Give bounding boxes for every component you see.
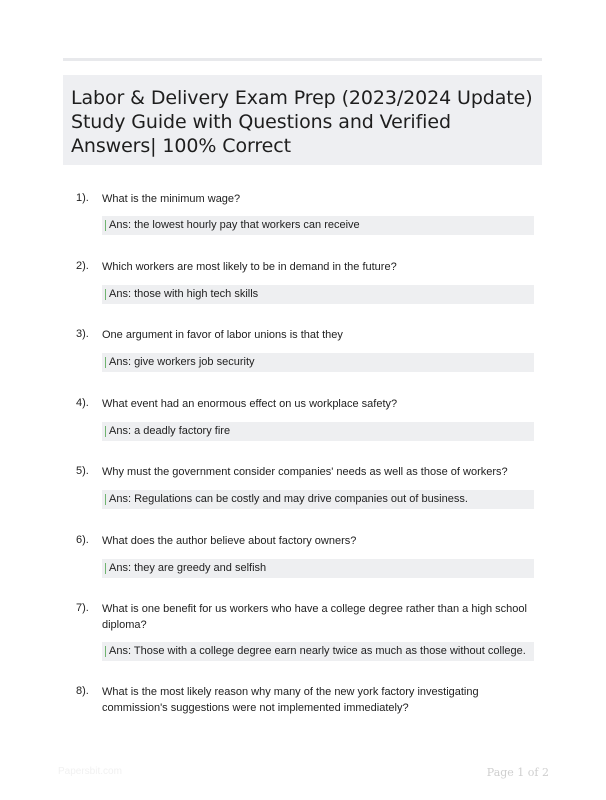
question-number: 4). bbox=[76, 397, 89, 409]
question-text: Why must the government consider companies' needs as well as those of workers? bbox=[102, 466, 508, 478]
question-number: 8). bbox=[76, 685, 89, 697]
answer-box: Ans: the lowest hourly pay that workers can receive bbox=[102, 216, 534, 235]
page-number: Page 1 of 2 bbox=[486, 766, 549, 779]
question-text: What is the most likely reason why many of the new york factory investigating commission's suggestions were not implemented immediately? bbox=[102, 686, 479, 714]
question-text: What is the minimum wage? bbox=[102, 193, 241, 205]
question-text: What event had an enormous effect on us workplace safety? bbox=[102, 398, 398, 410]
question-number: 1). bbox=[76, 192, 89, 204]
document-title: Labor & Delivery Exam Prep (2023/2024 Update) Study Guide with Questions and Verified Answers| 100% Correct bbox=[71, 87, 533, 157]
answer-box: Ans: those with high tech skills bbox=[102, 285, 534, 304]
answer-box: Ans: Regulations can be costly and may drive companies out of business. bbox=[102, 490, 534, 509]
question-text: Which workers are most likely to be in demand in the future? bbox=[102, 261, 397, 273]
question-number: 6). bbox=[76, 534, 89, 546]
question-number: 3). bbox=[76, 328, 89, 340]
answer-box: Ans: they are greedy and selfish bbox=[102, 559, 534, 578]
footer-watermark: Papersbit.com bbox=[58, 766, 122, 777]
answer-box: Ans: give workers job security bbox=[102, 353, 534, 372]
top-rule bbox=[63, 58, 542, 61]
title-box bbox=[63, 75, 542, 165]
question-text: One argument in favor of labor unions is that they bbox=[102, 329, 343, 341]
question-number: 7). bbox=[76, 602, 89, 614]
answer-box: Ans: a deadly factory fire bbox=[102, 422, 534, 441]
question-text: What is one benefit for us workers who have a college degree rather than a high school diploma? bbox=[102, 603, 527, 631]
question-number: 2). bbox=[76, 260, 89, 272]
answer-box: Ans: Those with a college degree earn nearly twice as much as those without college. bbox=[102, 642, 534, 661]
question-number: 5). bbox=[76, 465, 89, 477]
question-text: What does the author believe about factory owners? bbox=[102, 535, 357, 547]
